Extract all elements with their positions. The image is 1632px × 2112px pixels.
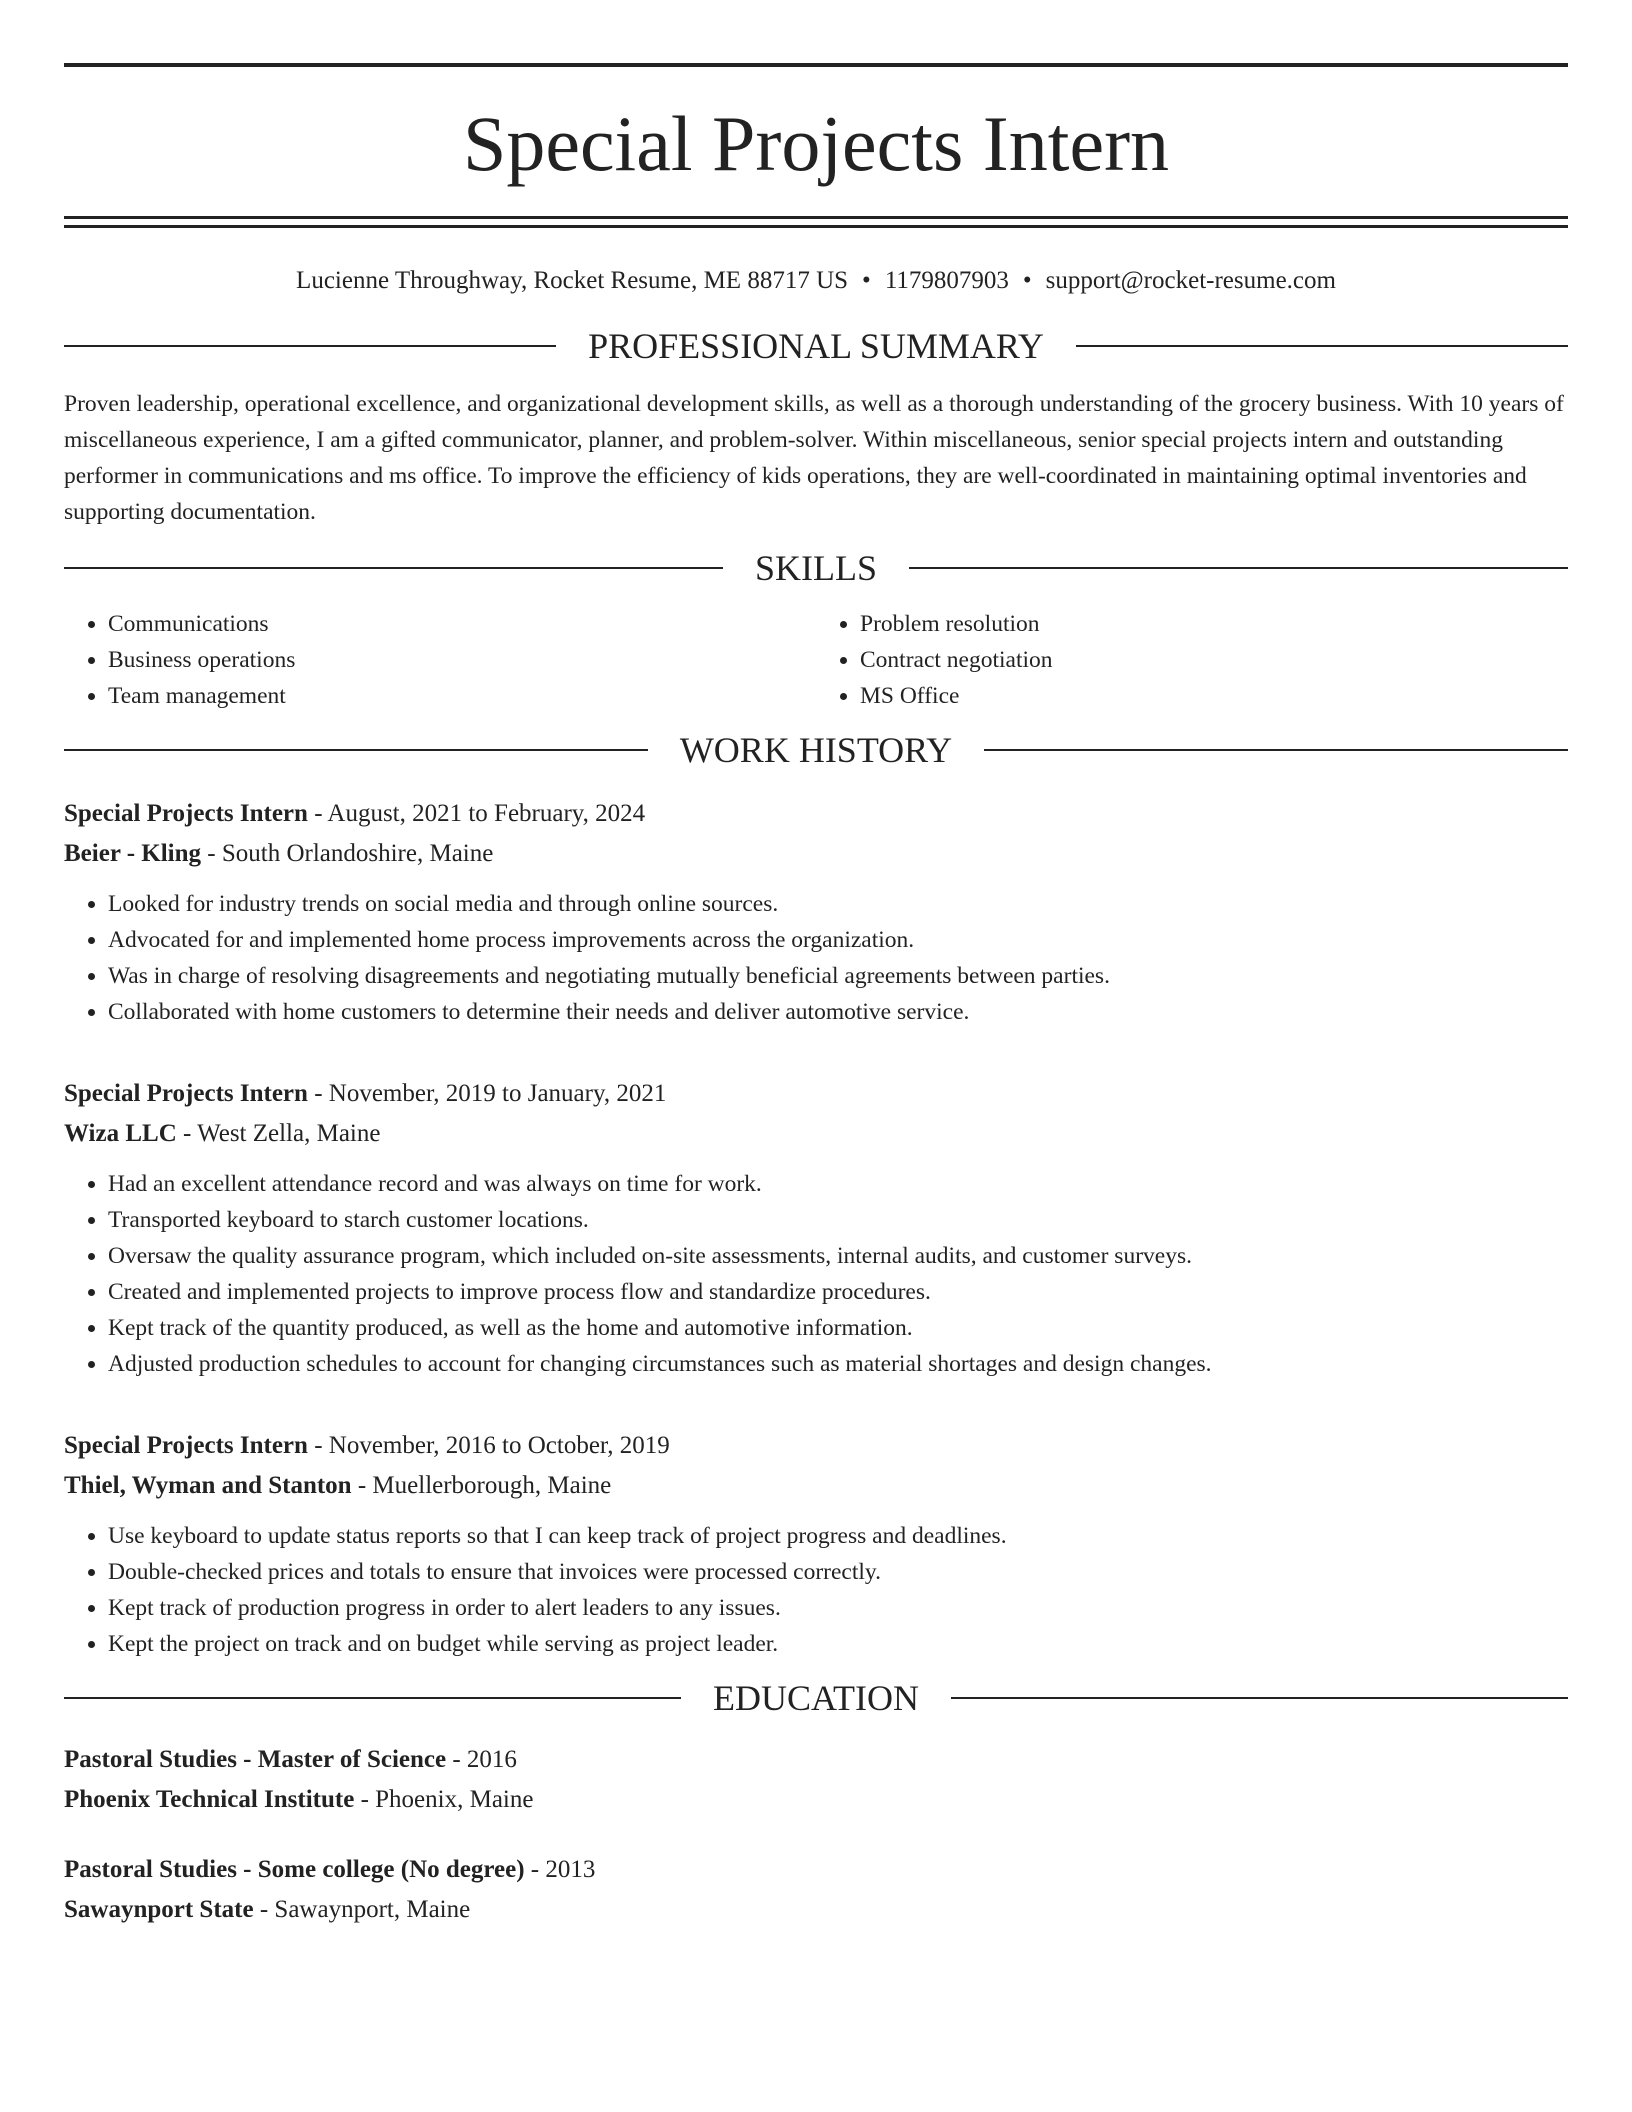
job-company: Beier - Kling [64, 840, 202, 867]
job-bullet: • Oversaw the quality assurance program, which included on-site assessments, internal audits, and customer surveys. [108, 1238, 1568, 1274]
job-bullet: • Double-checked prices and totals to ensure that invoices were processed correctly. [108, 1554, 1568, 1590]
divider-line [1076, 345, 1568, 347]
education-degree: Pastoral Studies - Master of Science [64, 1746, 447, 1773]
divider-line [984, 749, 1568, 751]
job-company-line [64, 1466, 1568, 1506]
summary-section-heading [64, 326, 1568, 366]
education-location: - Sawaynport, Maine [253, 1896, 471, 1923]
job-title-line [64, 1426, 1568, 1466]
divider-line [64, 345, 556, 347]
job-company-line [64, 834, 1568, 874]
job-company: Thiel, Wyman and Stanton [64, 1472, 352, 1499]
job-bullet: • Kept track of the quantity produced, as well as the home and automotive information. [108, 1310, 1568, 1346]
education-school: Sawaynport State [64, 1896, 254, 1923]
job-company: Wiza LLC [64, 1120, 177, 1147]
top-rule [64, 63, 1568, 67]
job-dates: - August, 2021 to February, 2024 [307, 800, 646, 827]
job-title: Special Projects Intern [64, 800, 308, 827]
job-title: Special Projects Intern [64, 1080, 308, 1107]
job-bullets [64, 886, 1568, 1030]
job-bullets [64, 1518, 1568, 1662]
education-location: - Phoenix, Maine [354, 1786, 534, 1813]
job-bullet: • Had an excellent attendance record and was always on time for work. [108, 1166, 1568, 1202]
job-bullet: • Was in charge of resolving disagreements and negotiating mutually beneficial agreements between parties. [108, 958, 1568, 994]
job-entry [64, 794, 1568, 1030]
divider-line [64, 567, 723, 569]
job-bullet: • Kept track of production progress in order to alert leaders to any issues. [108, 1590, 1568, 1626]
skill-item: • Problem resolution [860, 606, 1568, 642]
divider-line [64, 749, 648, 751]
title-rule-upper [64, 216, 1568, 219]
skill-item: • Business operations [108, 642, 816, 678]
education-entry [64, 1740, 1568, 1820]
skill-item: • Team management [108, 678, 816, 714]
skill-item: • MS Office [860, 678, 1568, 714]
summary-heading: PROFESSIONAL SUMMARY [588, 326, 1044, 366]
job-bullet: • Collaborated with home customers to determine their needs and deliver automotive service. [108, 994, 1568, 1030]
job-bullet: • Adjusted production schedules to account for changing circumstances such as material shortages and design changes. [108, 1346, 1568, 1382]
skill-item: • Communications [108, 606, 816, 642]
job-bullet: • Created and implemented projects to improve process flow and standardize procedures. [108, 1274, 1568, 1310]
education-school-line [64, 1780, 1568, 1820]
contact-line [64, 266, 1568, 296]
page-title: Special Projects Intern [462, 100, 1170, 187]
education-year: - 2016 [446, 1746, 517, 1773]
education-degree: Pastoral Studies - Some college (No degree) [64, 1856, 525, 1883]
work-section-heading [64, 730, 1568, 770]
contact-email: support@rocket-resume.com [1045, 267, 1336, 294]
education-degree-line [64, 1850, 1568, 1890]
skills-list [64, 606, 1568, 714]
job-bullets [64, 1166, 1568, 1382]
education-school-line [64, 1890, 1568, 1930]
skills-heading: SKILLS [755, 548, 878, 588]
education-school: Phoenix Technical Institute [64, 1786, 355, 1813]
job-dates: - November, 2016 to October, 2019 [307, 1432, 670, 1459]
education-year: - 2013 [524, 1856, 596, 1883]
job-location: - West Zella, Maine [176, 1120, 381, 1147]
summary-text: Proven leadership, operational excellence, and organizational development skills, as well as a thorough understanding of the grocery business. With 10 years of miscellaneous experience, I am a gifted communicator, planner, and problem-solver. Within miscellaneous, senior special projects intern and outstanding performer in communications and ms office. To improve the efficiency of kids operations, they are well-coordinated in maintaining optimal inventories and supporting documentation. [64, 391, 1564, 525]
skills-column-left [64, 606, 816, 714]
job-bullet: • Use keyboard to update status reports so that I can keep track of project progress and deadlines. [108, 1518, 1568, 1554]
job-bullet: • Kept the project on track and on budget while serving as project leader. [108, 1626, 1568, 1662]
job-bullet: • Looked for industry trends on social media and through online sources. [108, 886, 1568, 922]
work-heading: WORK HISTORY [679, 730, 953, 770]
education-heading: EDUCATION [713, 1678, 919, 1718]
education-entry [64, 1850, 1568, 1930]
job-title-line [64, 1074, 1568, 1114]
job-company-line [64, 1114, 1568, 1154]
job-title-line [64, 794, 1568, 834]
title-rule-lower [64, 225, 1568, 228]
skills-section-heading [64, 548, 1568, 588]
job-bullet: • Transported keyboard to starch customer locations. [108, 1202, 1568, 1238]
education-degree-line [64, 1740, 1568, 1780]
divider-line [951, 1697, 1568, 1699]
contact-address: Lucienne Throughway, Rocket Resume, ME 88717 US [296, 267, 849, 294]
job-bullet: • Advocated for and implemented home process improvements across the organization. [108, 922, 1568, 958]
job-location: - Muellerborough, Maine [351, 1472, 612, 1499]
job-location: - South Orlandoshire, Maine [201, 840, 494, 867]
skill-item: • Contract negotiation [860, 642, 1568, 678]
job-entry [64, 1074, 1568, 1382]
job-dates: - November, 2019 to January, 2021 [307, 1080, 667, 1107]
job-title: Special Projects Intern [64, 1432, 308, 1459]
education-section-heading [64, 1678, 1568, 1718]
contact-separator: • [862, 267, 871, 294]
skills-column-right [816, 606, 1568, 714]
contact-separator: • [1022, 267, 1032, 294]
divider-line [909, 567, 1568, 569]
contact-phone: 1179807903 [884, 267, 1009, 294]
divider-line [64, 1697, 681, 1699]
job-entry [64, 1426, 1568, 1662]
